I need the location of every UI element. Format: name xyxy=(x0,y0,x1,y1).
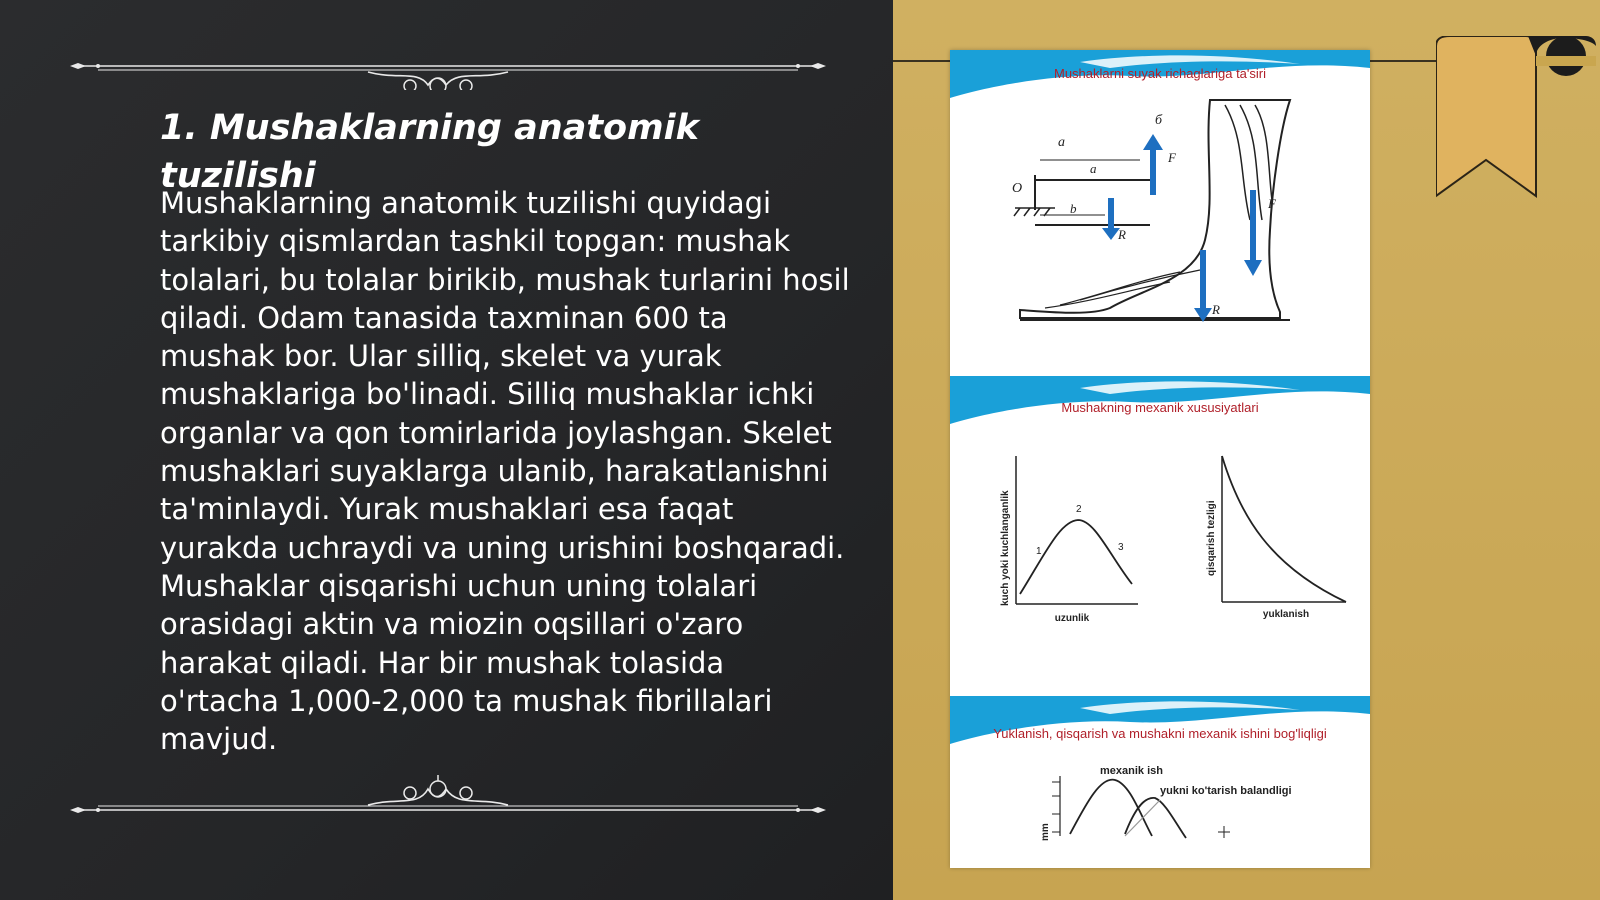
slide2-title: Mushakning mexanik xususiyatlari xyxy=(1061,400,1259,415)
figure-slide-load xyxy=(950,696,1370,868)
graph2-xlabel: yuklanish xyxy=(1262,609,1310,620)
label-f-lever: F xyxy=(1168,150,1176,165)
figure-slide-lever xyxy=(950,50,1370,376)
slide1-title: Mushaklarni suyak richaglariga ta'siri xyxy=(1053,66,1266,81)
top-ornament xyxy=(68,40,828,90)
slide-header-wave xyxy=(950,696,1370,868)
label-mm: mm xyxy=(1040,823,1051,841)
label-b: b xyxy=(1070,201,1077,216)
slide3-title: Yuklanish, qisqarish va mushakni mexanik ishini bog'liqligi xyxy=(993,726,1327,741)
point-1: 1 xyxy=(1036,546,1042,557)
bookmark-icon xyxy=(1436,36,1596,206)
slide-header-wave xyxy=(950,376,1370,696)
label-delta: б xyxy=(1155,113,1163,128)
graph1-ylabel: kuch yoki kuchlanganlik xyxy=(1000,490,1011,606)
divider-line xyxy=(1370,60,1440,62)
label-r-foot: R xyxy=(1212,302,1220,317)
label-r-lever: R xyxy=(1118,227,1126,242)
graph1-xlabel: uzunlik xyxy=(1054,613,1090,624)
figure-image xyxy=(950,50,1370,868)
label-a-top: a xyxy=(1058,135,1065,150)
figure-slide-mechanics xyxy=(950,376,1370,696)
label-mexanik-ish: mexanik ish xyxy=(1100,765,1163,777)
bottom-ornament xyxy=(68,775,828,825)
graph2-ylabel: qisqarish tezligi xyxy=(1206,500,1217,576)
slide-heading: 1. Mushaklarning anatomik tuzilishi xyxy=(160,108,699,196)
label-o: O xyxy=(1012,181,1023,196)
slide-paragraph: Mushaklarning anatomik tuzilishi quyidagi tarkibiy qismlardan tashkil topgan: mushak tolalari, bu tolalar birikib, mushak turlarini hosil qiladi. Odam tanasida taxminan 600 ta mushak bor. Ular silliq, skelet va yurak mushaklariga bo'linadi. Silliq mushaklar ichki organlar va qon tomirlarida joylashgan. Skelet mushaklari suyaklarga ulanib, harakatlanishni ta'minlaydi. Yurak mushaklari esa faqat yurakda uchraydi va uning urishini boshqaradi. Mushaklar qisqarishi uchun uning tolalari orasidagi aktin va miozin oqsillari o'zaro harakat qiladi. Har bir mushak tolasida o'rtacha 1,000-2,000 ta mushak fibrillalari mavjud. xyxy=(160,186,850,757)
label-balandlik: yukni ko'tarish balandligi xyxy=(1160,785,1292,797)
label-f-foot: F xyxy=(1268,196,1276,211)
point-3: 3 xyxy=(1118,542,1124,553)
slide-header-wave xyxy=(950,50,1370,376)
point-2: 2 xyxy=(1076,504,1082,515)
label-a-mid: a xyxy=(1090,161,1097,176)
